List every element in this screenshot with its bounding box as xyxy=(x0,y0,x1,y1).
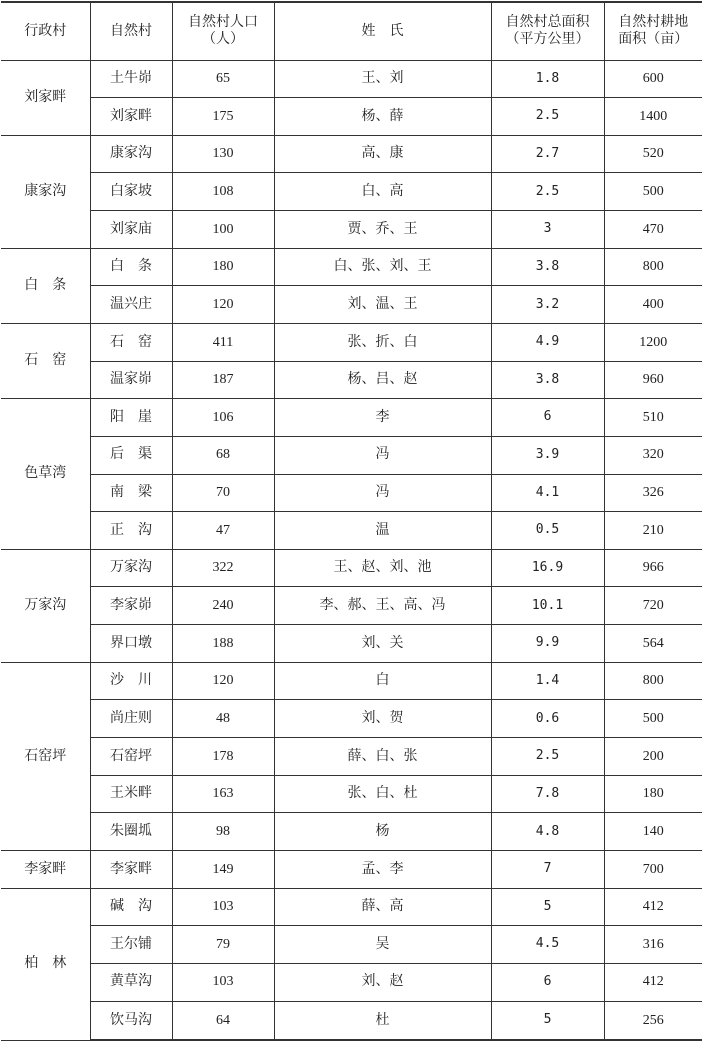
natural-village-cell: 土牛峁 xyxy=(90,60,172,98)
farmland-cell: 140 xyxy=(604,813,702,851)
population-cell: 100 xyxy=(172,211,274,249)
admin-village-cell: 万家沟 xyxy=(1,549,90,662)
village-statistics-table xyxy=(1,1,702,1041)
table-row xyxy=(1,888,702,926)
surnames-cell: 李 xyxy=(274,399,491,437)
area-cell: 3.9 xyxy=(491,436,604,474)
area-cell: 6 xyxy=(491,963,604,1001)
area-cell: 0.5 xyxy=(491,512,604,550)
surnames-cell: 王、赵、刘、池 xyxy=(274,549,491,587)
header-surnames: 姓 氏 xyxy=(274,2,491,60)
table-row xyxy=(1,512,702,550)
surnames-cell: 薛、白、张 xyxy=(274,738,491,776)
population-cell: 48 xyxy=(172,700,274,738)
natural-village-cell: 白 条 xyxy=(90,248,172,286)
area-cell: 7 xyxy=(491,850,604,888)
farmland-cell: 320 xyxy=(604,436,702,474)
natural-village-cell: 尚庄则 xyxy=(90,700,172,738)
surnames-cell: 刘、温、王 xyxy=(274,286,491,324)
area-cell: 9.9 xyxy=(491,625,604,663)
area-cell: 3.2 xyxy=(491,286,604,324)
table-row xyxy=(1,738,702,776)
header-natural-village: 自然村 xyxy=(90,2,172,60)
table-row xyxy=(1,399,702,437)
population-cell: 240 xyxy=(172,587,274,625)
population-cell: 106 xyxy=(172,399,274,437)
surnames-cell: 刘、赵 xyxy=(274,963,491,1001)
natural-village-cell: 石窑坪 xyxy=(90,738,172,776)
table-row xyxy=(1,98,702,136)
natural-village-cell: 石 窑 xyxy=(90,323,172,361)
table-row xyxy=(1,286,702,324)
area-cell: 4.8 xyxy=(491,813,604,851)
population-cell: 120 xyxy=(172,286,274,324)
surnames-cell: 冯 xyxy=(274,436,491,474)
header-population: 自然村人口 （人） xyxy=(172,2,274,60)
table-row xyxy=(1,361,702,399)
population-cell: 163 xyxy=(172,775,274,813)
area-cell: 3.8 xyxy=(491,248,604,286)
surnames-cell: 杨、薛 xyxy=(274,98,491,136)
natural-village-cell: 刘家庙 xyxy=(90,211,172,249)
table-row xyxy=(1,474,702,512)
table-row xyxy=(1,173,702,211)
farmland-cell: 800 xyxy=(604,248,702,286)
admin-village-cell: 康家沟 xyxy=(1,135,90,248)
header-row xyxy=(1,2,702,60)
farmland-cell: 210 xyxy=(604,512,702,550)
table-row xyxy=(1,135,702,173)
table-row xyxy=(1,60,702,98)
area-cell: 4.9 xyxy=(491,323,604,361)
area-cell: 4.5 xyxy=(491,926,604,964)
surnames-cell: 白、张、刘、王 xyxy=(274,248,491,286)
farmland-cell: 1200 xyxy=(604,323,702,361)
area-cell: 2.5 xyxy=(491,738,604,776)
area-cell: 4.1 xyxy=(491,474,604,512)
natural-village-cell: 碱 沟 xyxy=(90,888,172,926)
natural-village-cell: 朱圈坬 xyxy=(90,813,172,851)
table-row xyxy=(1,625,702,663)
table-row xyxy=(1,323,702,361)
table-row xyxy=(1,850,702,888)
farmland-cell: 256 xyxy=(604,1001,702,1040)
surnames-cell: 李、郝、王、高、冯 xyxy=(274,587,491,625)
population-cell: 175 xyxy=(172,98,274,136)
area-cell: 3.8 xyxy=(491,361,604,399)
area-cell: 0.6 xyxy=(491,700,604,738)
farmland-cell: 180 xyxy=(604,775,702,813)
natural-village-cell: 黄草沟 xyxy=(90,963,172,1001)
area-cell: 2.7 xyxy=(491,135,604,173)
surnames-cell: 张、白、杜 xyxy=(274,775,491,813)
population-cell: 68 xyxy=(172,436,274,474)
farmland-cell: 412 xyxy=(604,963,702,1001)
area-cell: 10.1 xyxy=(491,587,604,625)
population-cell: 149 xyxy=(172,850,274,888)
population-cell: 64 xyxy=(172,1001,274,1040)
table-row xyxy=(1,587,702,625)
population-cell: 103 xyxy=(172,888,274,926)
natural-village-cell: 饮马沟 xyxy=(90,1001,172,1040)
header-farmland: 自然村耕地 面积（亩） xyxy=(604,2,702,60)
admin-village-cell: 石 窑 xyxy=(1,323,90,398)
table-row xyxy=(1,211,702,249)
surnames-cell: 刘、贺 xyxy=(274,700,491,738)
surnames-cell: 高、康 xyxy=(274,135,491,173)
surnames-cell: 薛、高 xyxy=(274,888,491,926)
population-cell: 180 xyxy=(172,248,274,286)
surnames-cell: 杨、吕、赵 xyxy=(274,361,491,399)
natural-village-cell: 白家坡 xyxy=(90,173,172,211)
table-body xyxy=(1,60,702,1040)
farmland-cell: 966 xyxy=(604,549,702,587)
farmland-cell: 500 xyxy=(604,173,702,211)
admin-village-cell: 柏 林 xyxy=(1,888,90,1040)
table-row xyxy=(1,662,702,700)
table-row xyxy=(1,926,702,964)
natural-village-cell: 李家畔 xyxy=(90,850,172,888)
surnames-cell: 杜 xyxy=(274,1001,491,1040)
population-cell: 411 xyxy=(172,323,274,361)
table-row xyxy=(1,700,702,738)
surnames-cell: 杨 xyxy=(274,813,491,851)
table-row xyxy=(1,436,702,474)
table-row xyxy=(1,248,702,286)
population-cell: 178 xyxy=(172,738,274,776)
natural-village-cell: 阳 崖 xyxy=(90,399,172,437)
farmland-cell: 412 xyxy=(604,888,702,926)
natural-village-cell: 温家峁 xyxy=(90,361,172,399)
natural-village-cell: 王米畔 xyxy=(90,775,172,813)
farmland-cell: 510 xyxy=(604,399,702,437)
natural-village-cell: 刘家畔 xyxy=(90,98,172,136)
surnames-cell: 温 xyxy=(274,512,491,550)
farmland-cell: 316 xyxy=(604,926,702,964)
area-cell: 5 xyxy=(491,888,604,926)
surnames-cell: 白、高 xyxy=(274,173,491,211)
population-cell: 188 xyxy=(172,625,274,663)
farmland-cell: 326 xyxy=(604,474,702,512)
natural-village-cell: 沙 川 xyxy=(90,662,172,700)
natural-village-cell: 王尔铺 xyxy=(90,926,172,964)
surnames-cell: 刘、关 xyxy=(274,625,491,663)
admin-village-cell: 李家畔 xyxy=(1,850,90,888)
table-row xyxy=(1,963,702,1001)
natural-village-cell: 温兴庄 xyxy=(90,286,172,324)
population-cell: 120 xyxy=(172,662,274,700)
farmland-cell: 470 xyxy=(604,211,702,249)
population-cell: 187 xyxy=(172,361,274,399)
farmland-cell: 960 xyxy=(604,361,702,399)
population-cell: 108 xyxy=(172,173,274,211)
farmland-cell: 500 xyxy=(604,700,702,738)
surnames-cell: 白 xyxy=(274,662,491,700)
area-cell: 5 xyxy=(491,1001,604,1040)
population-cell: 79 xyxy=(172,926,274,964)
natural-village-cell: 界口墩 xyxy=(90,625,172,663)
population-cell: 65 xyxy=(172,60,274,98)
population-cell: 98 xyxy=(172,813,274,851)
admin-village-cell: 刘家畔 xyxy=(1,60,90,135)
admin-village-cell: 白 条 xyxy=(1,248,90,323)
surnames-cell: 冯 xyxy=(274,474,491,512)
farmland-cell: 700 xyxy=(604,850,702,888)
table-row xyxy=(1,775,702,813)
surnames-cell: 吴 xyxy=(274,926,491,964)
farmland-cell: 1400 xyxy=(604,98,702,136)
farmland-cell: 564 xyxy=(604,625,702,663)
farmland-cell: 720 xyxy=(604,587,702,625)
farmland-cell: 400 xyxy=(604,286,702,324)
natural-village-cell: 正 沟 xyxy=(90,512,172,550)
natural-village-cell: 南 梁 xyxy=(90,474,172,512)
area-cell: 2.5 xyxy=(491,173,604,211)
surnames-cell: 贾、乔、王 xyxy=(274,211,491,249)
natural-village-cell: 康家沟 xyxy=(90,135,172,173)
area-cell: 7.8 xyxy=(491,775,604,813)
natural-village-cell: 万家沟 xyxy=(90,549,172,587)
area-cell: 3 xyxy=(491,211,604,249)
natural-village-cell: 后 渠 xyxy=(90,436,172,474)
farmland-cell: 600 xyxy=(604,60,702,98)
natural-village-cell: 李家峁 xyxy=(90,587,172,625)
admin-village-cell: 色草湾 xyxy=(1,399,90,550)
table-row xyxy=(1,1001,702,1040)
table-row xyxy=(1,813,702,851)
surnames-cell: 张、折、白 xyxy=(274,323,491,361)
area-cell: 1.4 xyxy=(491,662,604,700)
area-cell: 6 xyxy=(491,399,604,437)
population-cell: 103 xyxy=(172,963,274,1001)
header-total-area: 自然村总面积 （平方公里） xyxy=(491,2,604,60)
population-cell: 130 xyxy=(172,135,274,173)
admin-village-cell: 石窑坪 xyxy=(1,662,90,850)
population-cell: 47 xyxy=(172,512,274,550)
farmland-cell: 800 xyxy=(604,662,702,700)
surnames-cell: 王、刘 xyxy=(274,60,491,98)
area-cell: 16.9 xyxy=(491,549,604,587)
surnames-cell: 孟、李 xyxy=(274,850,491,888)
farmland-cell: 520 xyxy=(604,135,702,173)
table-row xyxy=(1,549,702,587)
population-cell: 70 xyxy=(172,474,274,512)
area-cell: 2.5 xyxy=(491,98,604,136)
area-cell: 1.8 xyxy=(491,60,604,98)
farmland-cell: 200 xyxy=(604,738,702,776)
population-cell: 322 xyxy=(172,549,274,587)
header-admin-village: 行政村 xyxy=(1,2,90,60)
